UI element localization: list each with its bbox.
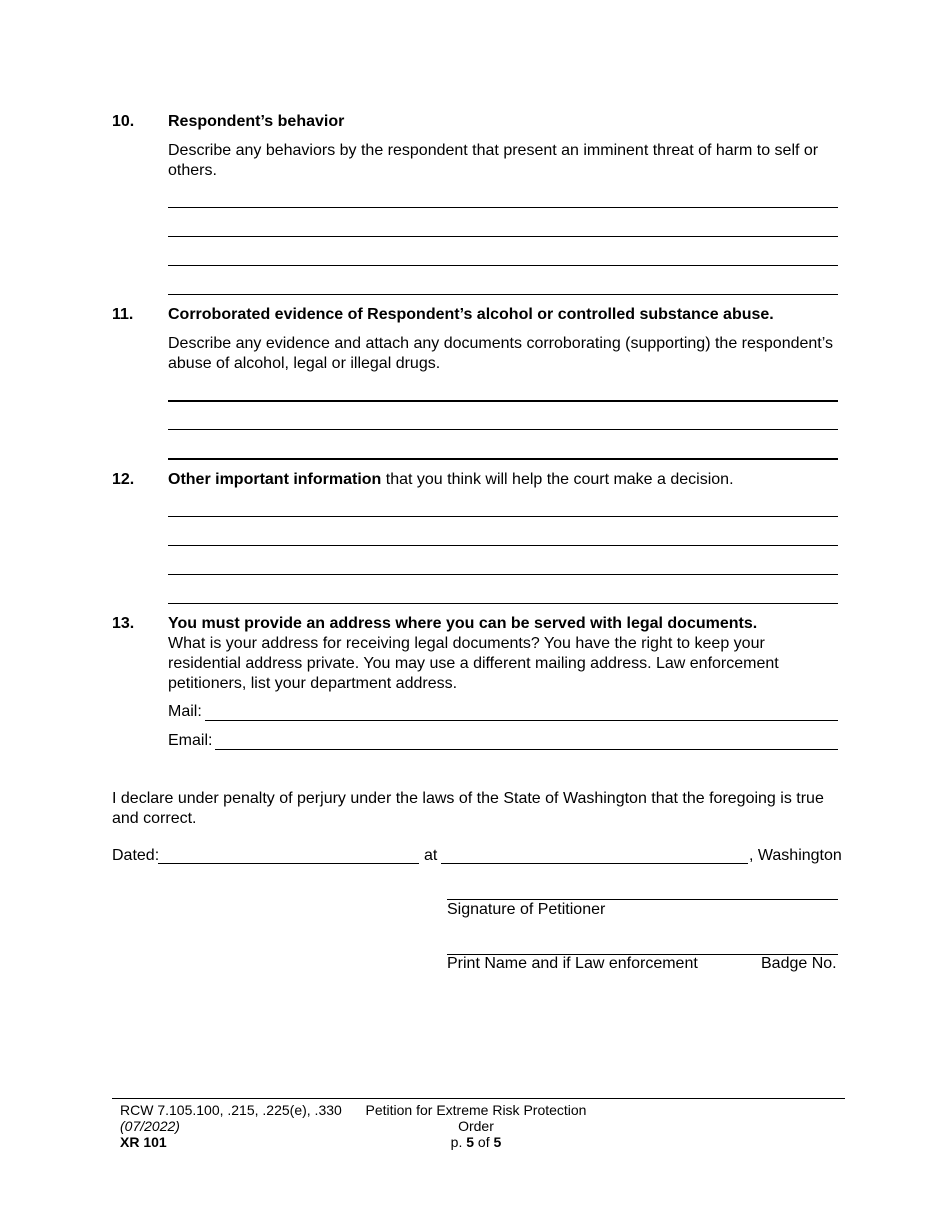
section-10-answer-line-1[interactable] bbox=[168, 207, 838, 208]
at-label: at bbox=[424, 847, 438, 864]
mail-field[interactable] bbox=[205, 720, 838, 721]
section-13-heading: You must provide an address where you can be served with legal documents. bbox=[168, 615, 758, 632]
section-10-answer-line-3[interactable] bbox=[168, 265, 838, 266]
dated-label: Dated: bbox=[112, 847, 160, 864]
mail-label: Mail: bbox=[168, 703, 202, 720]
footer-form-id: XR 101 bbox=[120, 1134, 167, 1150]
section-11-heading: Corroborated evidence of Respondent’s alcohol or controlled substance abuse. bbox=[168, 306, 774, 323]
section-10-number: 10. bbox=[112, 113, 135, 130]
section-12-answer-line-1[interactable] bbox=[168, 516, 838, 517]
section-10-heading: Respondent’s behavior bbox=[168, 113, 345, 130]
section-11-answer-line-2[interactable] bbox=[168, 429, 838, 430]
section-12-heading: Other important information bbox=[168, 471, 382, 488]
email-label: Email: bbox=[168, 732, 213, 749]
section-11-description: Describe any evidence and attach any documents corroborating (supporting) the respondent’s abuse of alcohol, legal or illegal drugs. bbox=[168, 335, 833, 372]
footer-divider bbox=[112, 1098, 845, 1099]
section-13-number: 13. bbox=[112, 615, 135, 632]
section-12-answer-line-4[interactable] bbox=[168, 603, 838, 604]
page-current: 5 bbox=[466, 1134, 475, 1150]
section-11-number: 11. bbox=[112, 306, 134, 323]
section-13-description: What is your address for receiving legal documents? You have the right to keep your residential address private. You may use a different mailing address. Law enforcement petitioners, list your department address. bbox=[168, 635, 779, 692]
page-prefix: p. bbox=[450, 1134, 467, 1150]
footer-revision: (07/2022) bbox=[120, 1118, 180, 1134]
location-field[interactable] bbox=[441, 863, 748, 864]
section-11-answer-line-3[interactable] bbox=[168, 458, 838, 460]
section-12-text bbox=[168, 470, 840, 490]
section-11-answer-line-1[interactable] bbox=[168, 400, 838, 402]
dated-field[interactable] bbox=[158, 863, 419, 864]
section-10-answer-line-4[interactable] bbox=[168, 294, 838, 295]
section-10-answer-line-2[interactable] bbox=[168, 236, 838, 237]
section-12-answer-line-2[interactable] bbox=[168, 545, 838, 546]
print-name-label: Print Name and if Law enforcement bbox=[447, 955, 698, 972]
footer-title-line-1: Petition for Extreme Risk Protection bbox=[365, 1102, 587, 1118]
email-field[interactable] bbox=[215, 749, 838, 750]
footer-title-line-2: Order bbox=[458, 1118, 494, 1134]
footer-page-number bbox=[352, 1134, 600, 1150]
section-12-body: that you think will help the court make a decision. bbox=[381, 471, 734, 488]
page-total: 5 bbox=[493, 1134, 502, 1150]
footer-rcw: RCW 7.105.100, .215, .225(e), .330 bbox=[120, 1102, 342, 1118]
section-12-number: 12. bbox=[112, 471, 135, 488]
washington-label: , Washington bbox=[749, 847, 842, 864]
footer-title bbox=[352, 1102, 600, 1150]
page-of: of bbox=[474, 1134, 494, 1150]
declaration-text: I declare under penalty of perjury under the laws of the State of Washington that the foregoing is true and correct. bbox=[112, 790, 824, 827]
badge-label: Badge No. bbox=[761, 955, 837, 972]
section-10-description: Describe any behaviors by the respondent that present an imminent threat of harm to self or others. bbox=[168, 142, 819, 179]
section-12-answer-line-3[interactable] bbox=[168, 574, 838, 575]
signature-label: Signature of Petitioner bbox=[447, 901, 606, 918]
